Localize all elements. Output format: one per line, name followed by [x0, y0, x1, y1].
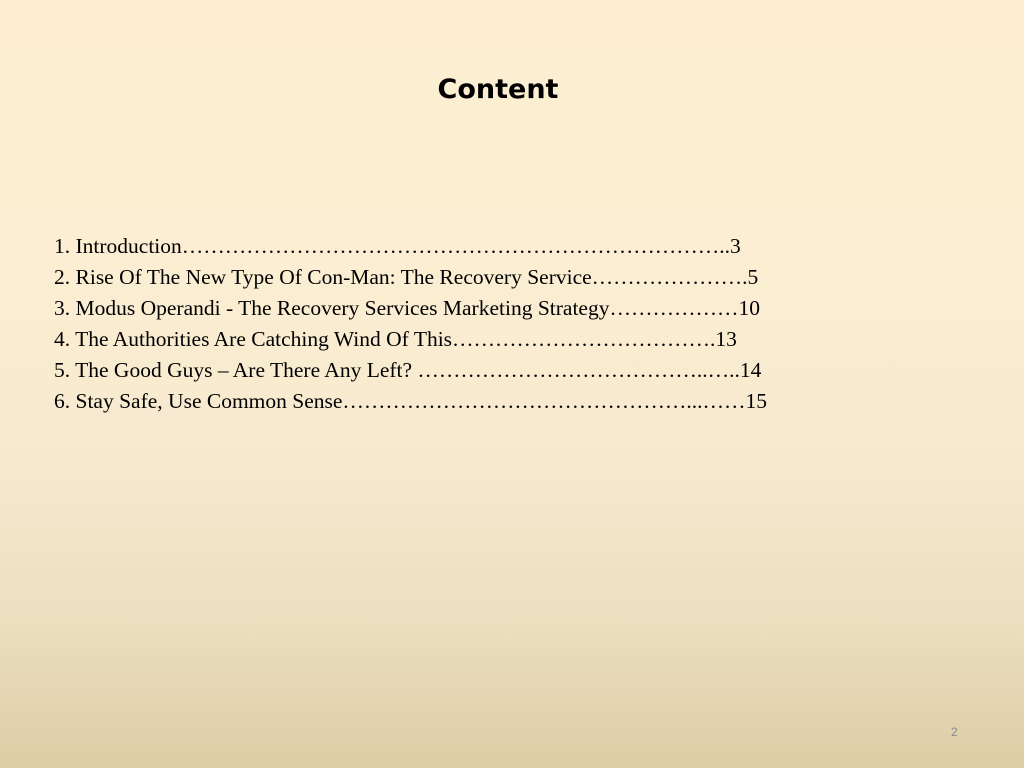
toc-item-introduction: 1. Introduction…………………………………………………………………..3 — [54, 234, 741, 258]
toc-item-modus-operandi: 3. Modus Operandi - The Recovery Services Marketing Strategy………………10 — [54, 296, 760, 320]
toc-item-rise-of-con-man: 2. Rise Of The New Type Of Con-Man: The Recovery Service………………….5 — [54, 265, 759, 289]
toc-item-authorities: 4. The Authorities Are Catching Wind Of This……………………………….13 — [54, 327, 737, 351]
toc-item-stay-safe: 6. Stay Safe, Use Common Sense…………………………………………...……15 — [54, 389, 768, 413]
slide-page-number: 2 — [951, 725, 958, 739]
slide-title: Content — [437, 74, 559, 105]
toc-item-good-guys: 5. The Good Guys – Are There Any Left? …………………………………..…..14 — [54, 358, 762, 382]
table-of-contents — [54, 231, 767, 417]
